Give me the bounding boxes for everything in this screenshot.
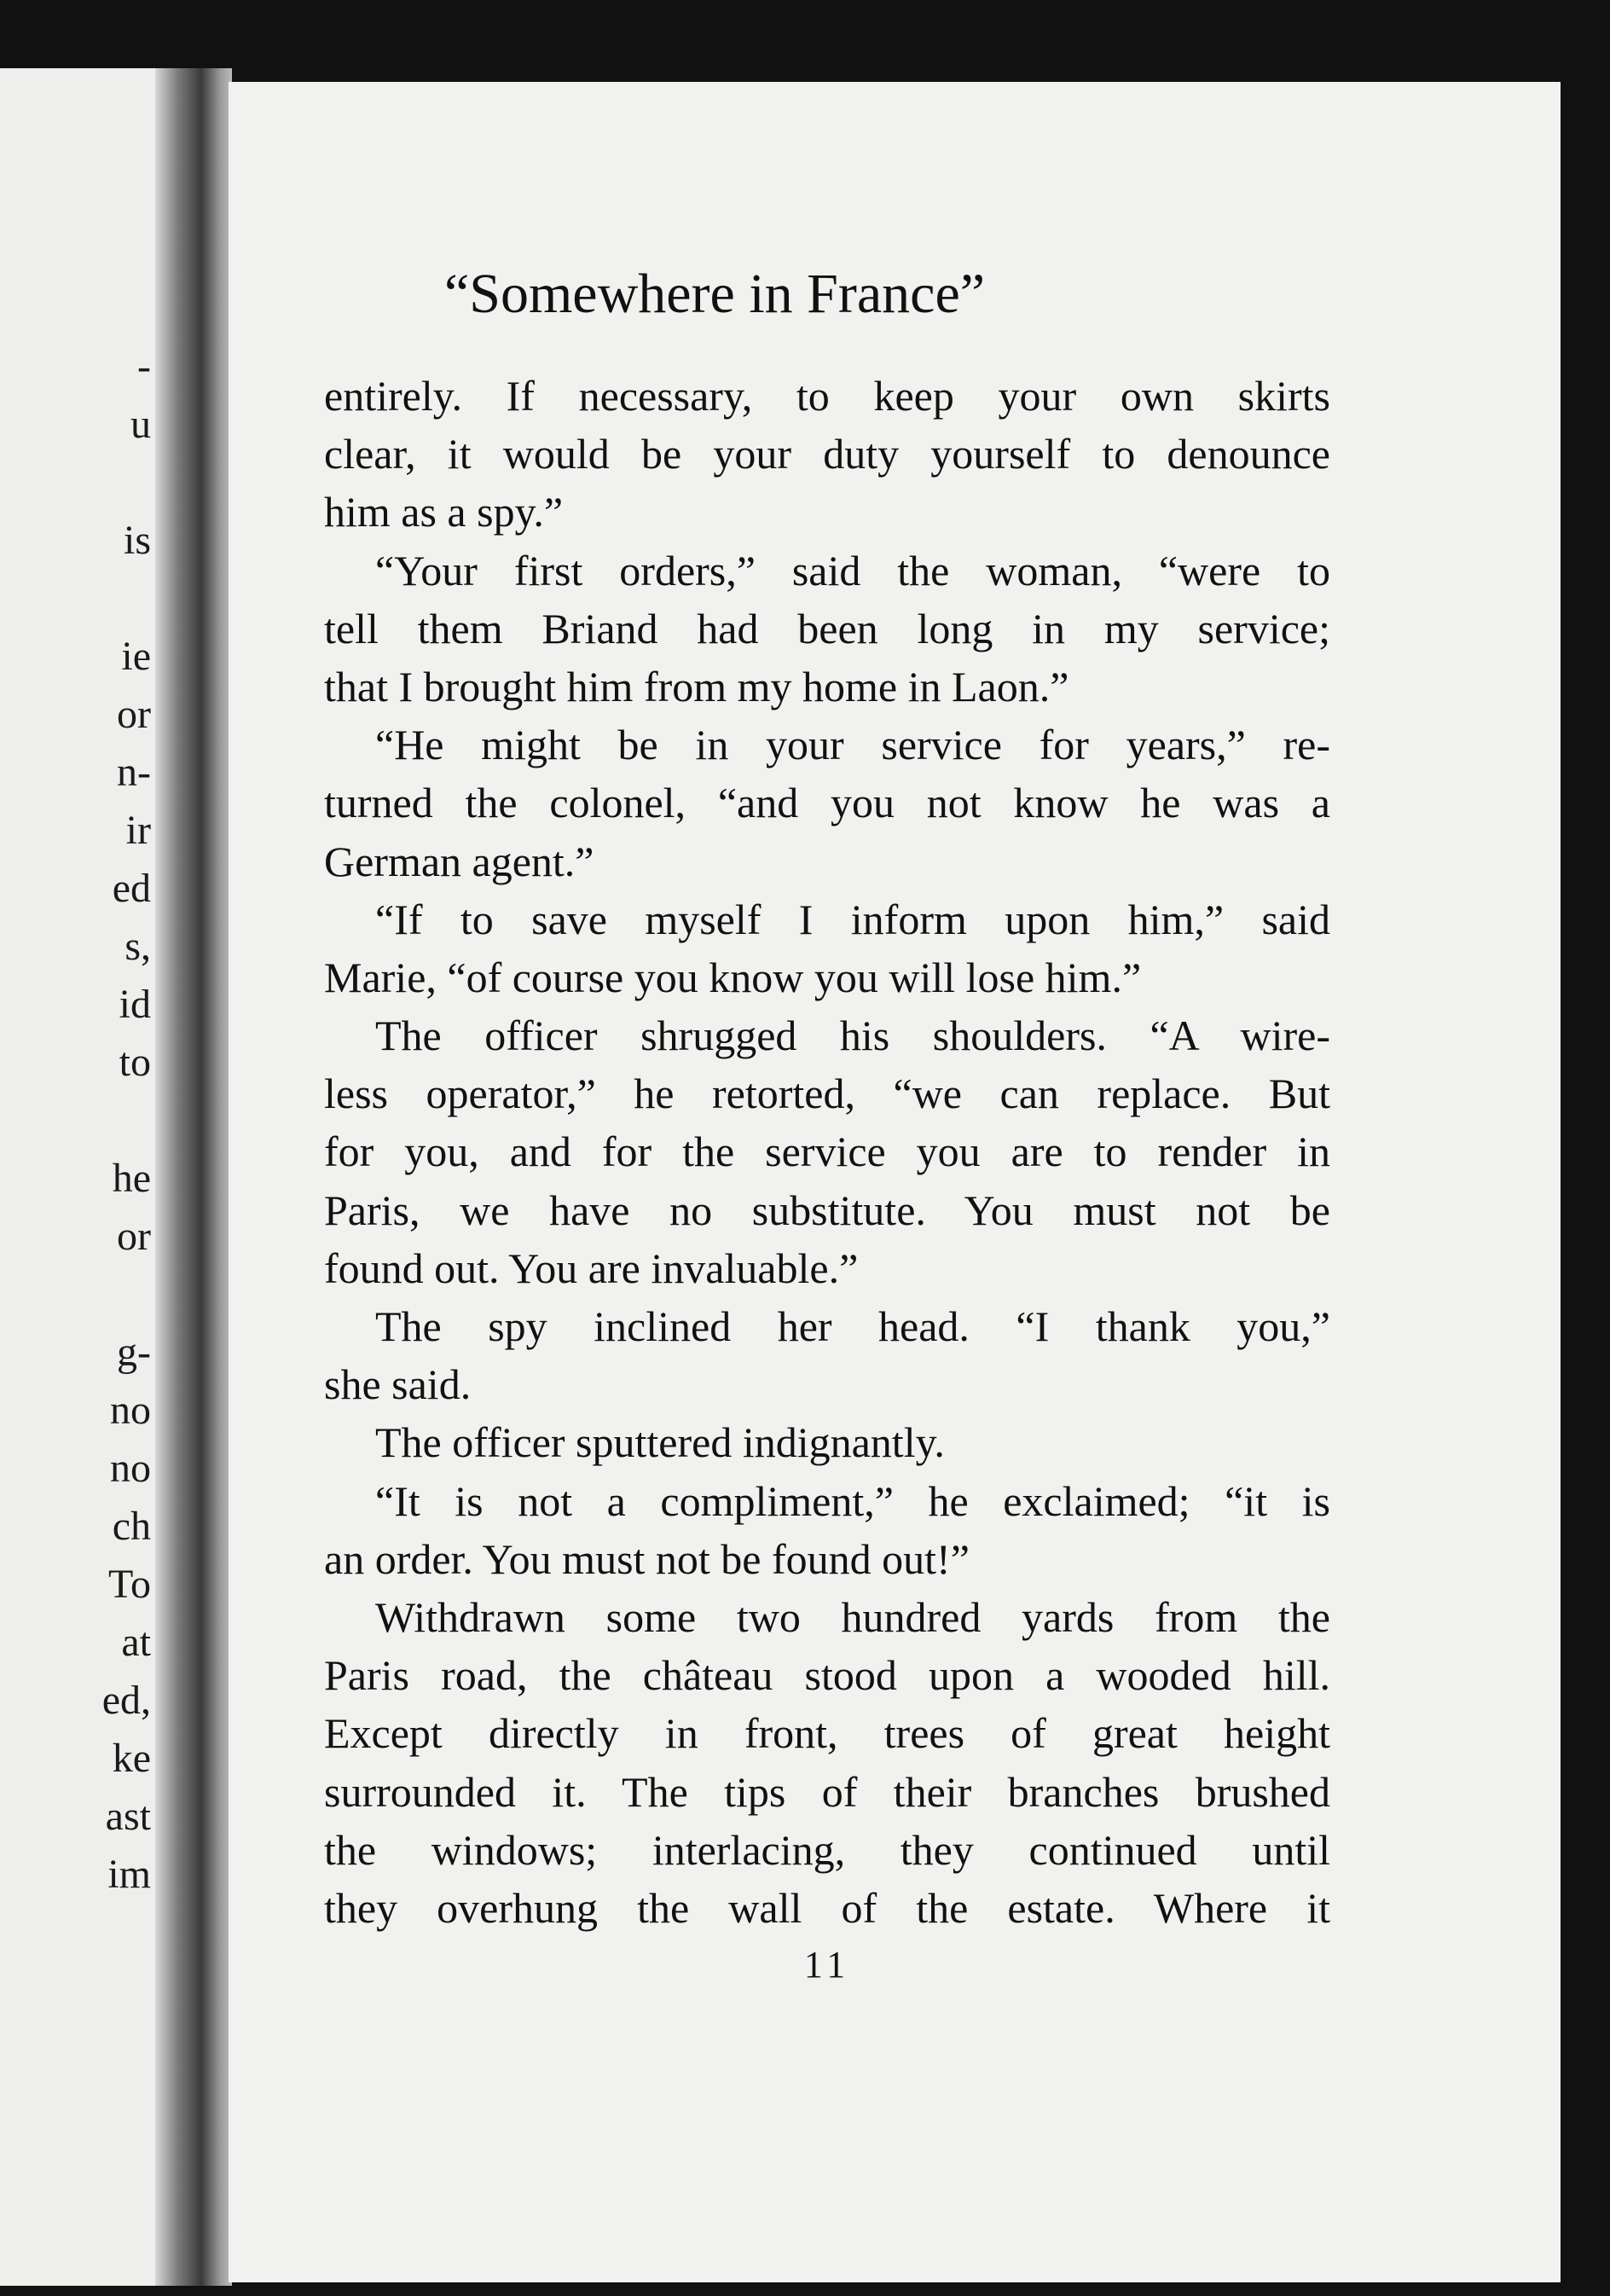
text-line: “If to save myself I inform upon him,” said [375, 895, 1330, 943]
left-page-line: at [121, 1620, 151, 1665]
text-line: for you, and for the service you are to render in [324, 1128, 1330, 1176]
running-head: “Somewhere in France” [443, 263, 986, 325]
text-line: that I brought him from my home in Laon.” [324, 662, 1069, 710]
text-line: less operator,” he retorted, “we can replace. But [324, 1070, 1330, 1118]
left-page-line: u [130, 402, 151, 447]
text-line: found out. You are invaluable.” [324, 1244, 859, 1292]
text-line: German agent.” [324, 837, 594, 885]
left-page-line: - [137, 344, 151, 389]
left-page-line: to [119, 1040, 151, 1085]
text-line: The spy inclined her head. “I thank you,” [375, 1302, 1330, 1350]
left-page-line: ast [105, 1794, 151, 1839]
left-page-line: ed [112, 866, 151, 911]
left-page-line: ir [125, 808, 151, 853]
text-line: The officer sputtered indignantly. [375, 1418, 945, 1467]
text-line: Marie, “of course you know you will lose him.” [324, 953, 1142, 1001]
text-line: the windows; interlacing, they continued until [324, 1825, 1330, 1874]
text-line: Except directly in front, trees of great height [324, 1709, 1330, 1758]
book-gutter [155, 68, 232, 2286]
left-page-line: ch [112, 1504, 151, 1549]
text-line: Paris road, the château stood upon a wooded hill. [324, 1651, 1330, 1700]
left-page-line [0, 1092, 158, 1150]
text-line: Withdrawn some two hundred yards from the [375, 1592, 1330, 1641]
text-line: entirely. If necessary, to keep your own skirts [324, 372, 1330, 420]
left-page-line: no [110, 1446, 151, 1491]
text-line: an order. You must not be found out!” [324, 1534, 970, 1583]
left-page-line [0, 1266, 158, 1324]
left-page-line: im [107, 1852, 151, 1897]
left-page-line: ie [121, 634, 151, 679]
left-page-line: g- [117, 1330, 151, 1375]
left-page-line: no [110, 1388, 151, 1433]
text-line: they overhung the wall of the estate. Where it [324, 1883, 1330, 1932]
left-page-line [0, 570, 158, 628]
page-number: 11 [803, 1944, 851, 1986]
text-line: Paris, we have no substitute. You must not be [324, 1186, 1330, 1234]
left-page-line: he [112, 1156, 151, 1201]
text-line: him as a spy.” [324, 488, 564, 536]
text-line: clear, it would be your duty yourself to denounce [324, 430, 1330, 478]
body-text [324, 367, 1330, 1937]
left-page-line: ed, [101, 1678, 151, 1723]
left-page-line: is [123, 518, 151, 563]
left-page-line [0, 454, 158, 512]
left-page-line: To [108, 1562, 151, 1607]
left-page [0, 68, 158, 2286]
text-line: turned the colonel, “and you not know he was a [324, 779, 1330, 827]
text-line: “He might be in your service for years,” re- [375, 721, 1330, 769]
text-line: “Your first orders,” said the woman, “were to [375, 546, 1330, 594]
left-page-line: id [119, 982, 151, 1027]
left-page-line: or [117, 1214, 151, 1259]
text-line: surrounded it. The tips of their branches brushed [324, 1767, 1330, 1816]
left-page-fragments [0, 338, 158, 1904]
text-line: tell them Briand had been long in my service; [324, 604, 1330, 652]
left-page-line: or [117, 692, 151, 737]
left-page-line: s, [125, 924, 151, 969]
text-line: The officer shrugged his shoulders. “A wire- [375, 1012, 1330, 1060]
text-line: “It is not a compliment,” he exclaimed; “it is [375, 1476, 1330, 1525]
left-page-line: n- [117, 750, 151, 795]
left-page-line: ke [112, 1736, 151, 1781]
text-line: she said. [324, 1360, 472, 1409]
